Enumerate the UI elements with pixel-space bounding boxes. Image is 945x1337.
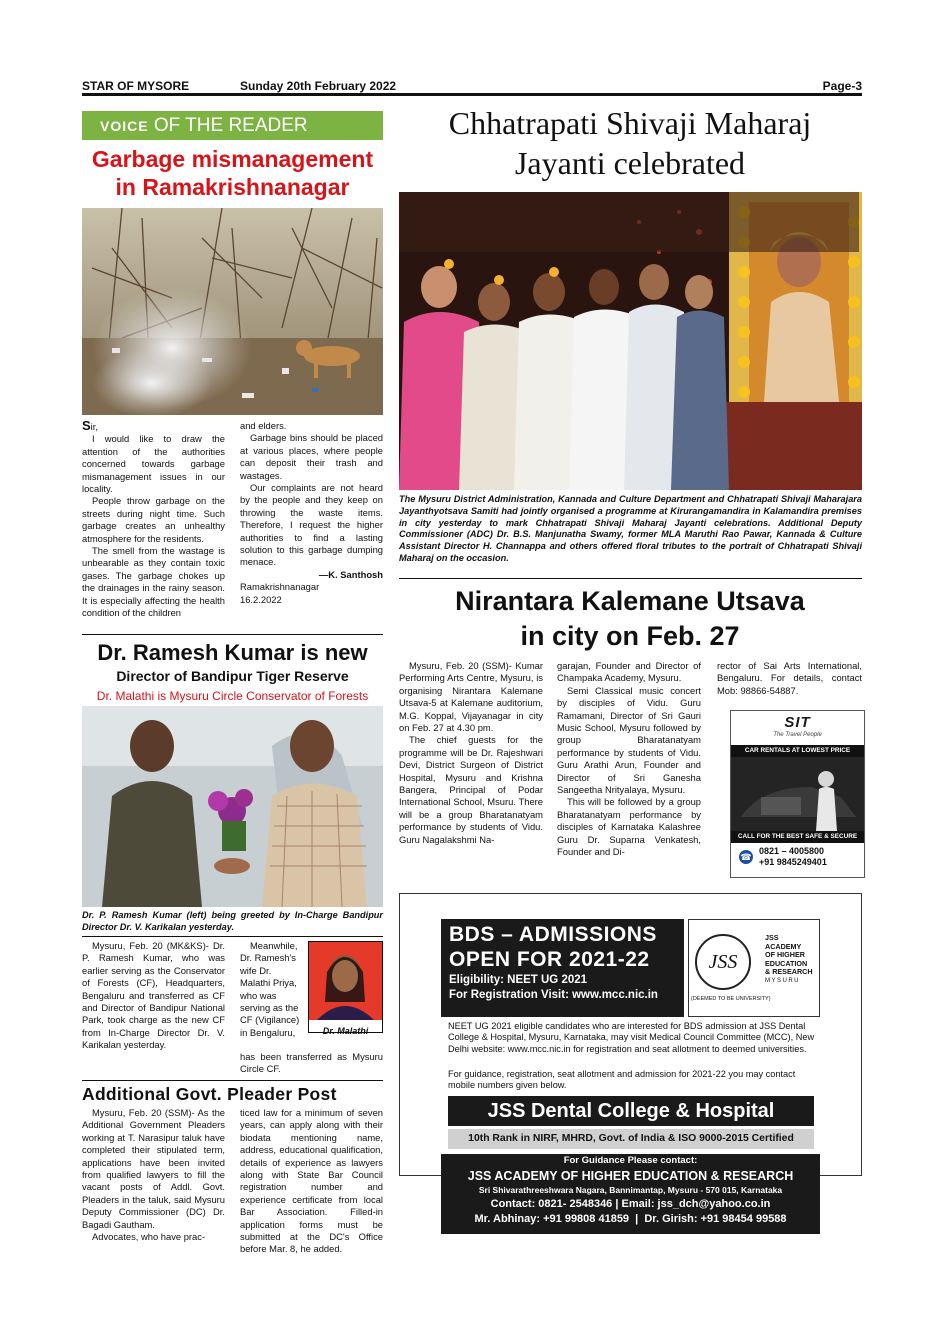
nirantara-para: This will be followed by a group Bharatanatyam performance by disciples of Karnataka Kalashree Guru Dr. Suparna Venkatesh, Founder and Di-	[557, 796, 701, 858]
jss-guidance: For Guidance Please contact:	[563, 1155, 698, 1166]
jss-college: JSS Dental College & Hospital	[448, 1096, 814, 1126]
jss-logo-text: JSS	[708, 951, 738, 973]
sit-tagline: The Travel People	[773, 732, 822, 738]
ramesh-para: Mysuru, Feb. 20 (MK&KS)- Dr. P. Ramesh Kumar, who was earlier serving as the Conservator of Forests (CF), Headquarters, Bengaluru and transferred as CF and Director of Bandipur National Park, took charge as the new CF from In-Charge Director Dr. V. Karikalan yesterday.	[82, 940, 225, 1051]
jss-title-box	[441, 919, 684, 1017]
voice-headline-line-2: in Ramakrishnanagar	[115, 174, 350, 200]
pleader-para: ticed law for a minimum of seven years, can apply along with their biodata mentioning name, address, educational qualification, details of experience as lawyers along with State Bar Council registration number and experience certificate from local Bar Association. Filled-in application forms must be submitted at the DC's Office before Mar. 8, he added.	[240, 1107, 383, 1255]
voice-place: Ramakrishnanagar	[240, 581, 320, 593]
nirantara-para: Semi Classical music concert by disciples of Vidu. Guru Ramamani, Director of Sri Gauri Music School, Mysuru followed by group Bharatanatyam performance by students of Vidu. Guru Arathi Arun, Founder and Director of Sri Ganesha Sangeetha Nrityalaya, Mysuru.	[557, 684, 701, 796]
shivaji-headline	[398, 103, 862, 183]
sit-phones	[731, 843, 864, 868]
jss-academy-block	[765, 934, 813, 986]
shivaji-headline-line-2: Jayanti celebrated	[514, 145, 746, 181]
voice-banner	[82, 111, 383, 140]
ramesh-caption: Dr. P. Ramesh Kumar (left) being greeted by In-Charge Bandipur Director Dr. V. Karikalan yesterday.	[82, 910, 383, 932]
pleader-headline: Additional Govt. Pleader Post	[82, 1084, 337, 1104]
ramesh-para: Meanwhile, Dr. Ramesh's wife Dr. Malathi Priya, who was serving as the CF (Vigilance) in Bengaluru,	[240, 940, 300, 1038]
ramesh-red-subhead: Dr. Malathi is Mysuru Circle Conservator of Forests	[96, 689, 369, 703]
jss-title-2: OPEN FOR 2021-22	[449, 948, 650, 971]
page-number: Page-3	[822, 79, 862, 93]
voice-para: People throw garbage on the streets during night time. Such garbage creates an unhealthy atmosphere for the residents.	[82, 495, 225, 544]
jss-address: Sri Shivarathreeshwara Nagara, Bannimantap, Mysuru - 570 015, Karnataka	[478, 1185, 783, 1195]
jss-people: Mr. Abhinay: +91 99808 41859 | Dr. Girish: +91 98454 99588	[474, 1213, 787, 1225]
jss-logo-sub: (DEEMED TO BE UNIVERSITY)	[691, 996, 771, 1002]
voice-para: and elders.	[240, 420, 287, 431]
nirantara-para: rector of Sai Arts International, Bengaluru. For details, contact Mob: 98866-54887.	[717, 660, 862, 696]
sit-phone-1: 0821 – 4005800	[759, 846, 825, 856]
nirantara-headline-line-2: in city on Feb. 27	[520, 621, 740, 651]
shivaji-headline-line-1: Chhatrapati Shivaji Maharaj	[448, 105, 812, 141]
divider	[82, 634, 383, 635]
voice-salutation	[82, 420, 225, 433]
jss-academy-line: & RESEARCH	[765, 967, 813, 977]
divider	[82, 936, 383, 937]
issue-date: Sunday 20th February 2022	[240, 79, 397, 93]
nirantara-headline	[398, 584, 862, 654]
voice-tag-bold: VOICE	[100, 118, 149, 134]
pleader-para: Mysuru, Feb. 20 (SSM)- As the Additional Government Pleaders working at T. Narasipur taluk have completed their stipulated term, applications have been invited from qualified lawyers to fill the vacant posts of Addl. Govt. Pleaders in the taluk, said Mysuru Deputy Commissioner (DC) Dr. Bagadi Gautham.	[82, 1107, 225, 1230]
ramesh-photo	[82, 706, 383, 907]
sit-banner-bottom: CALL FOR THE BEST SAFE & SECURE	[731, 831, 864, 843]
jss-academy-city: MYSURU	[765, 977, 801, 984]
ramesh-subhead: Director of Bandipur Tiger Reserve	[116, 668, 349, 684]
jss-academy-line: OF HIGHER	[765, 950, 805, 960]
jss-academy-name: JSS ACADEMY OF HIGHER EDUCATION & RESEARCH	[467, 1169, 794, 1183]
jss-eligibility: Eligibility: NEET UG 2021	[449, 974, 588, 986]
jss-registration: For Registration Visit: www.mcc.nic.in	[449, 989, 658, 1001]
voice-para: I would like to draw the attention of the authorities concerned towards garbage mismanagement issues in our locality.	[82, 433, 225, 495]
ramesh-para: has been transferred as Mysuru Circle CF.	[240, 1051, 383, 1075]
jss-logo-box	[688, 919, 820, 1017]
voice-column-2	[240, 420, 383, 606]
pleader-para: Advocates, who have prac-	[92, 1231, 206, 1243]
masthead	[82, 78, 862, 96]
voice-headline-line-1: Garbage mismanagement	[91, 146, 374, 172]
sit-logo: SIT	[784, 714, 811, 731]
sit-banner-top: CAR RENTALS AT LOWEST PRICE	[731, 745, 864, 757]
jss-contact: Contact: 0821- 2548346 | Email: jss_dch@yahoo.co.in	[490, 1198, 771, 1210]
malathi-photo	[308, 941, 383, 1036]
ramesh-headline: Dr. Ramesh Kumar is new	[97, 640, 368, 665]
nirantara-headline-line-1: Nirantara Kalemane Utsava	[455, 586, 805, 616]
salutation-rest: ir,	[90, 421, 98, 432]
paper-name: STAR OF MYSORE	[82, 79, 190, 93]
voice-para: Garbage bins should be placed at various places, where people can deposit their trash and wastages.	[240, 432, 383, 481]
voice-signature: —K. Santhosh	[318, 568, 383, 580]
nirantara-para: garajan, Founder and Director of Champaka Academy, Mysuru.	[557, 660, 701, 684]
malathi-caption: Dr. Malathi	[322, 1026, 369, 1036]
ramesh-column-2a	[240, 940, 304, 1039]
voice-column-1	[82, 420, 225, 620]
sit-ad-photo	[731, 757, 864, 831]
ramesh-column-1	[82, 940, 225, 1052]
jss-academy-line: JSS	[765, 933, 779, 942]
jss-academy-line: EDUCATION	[765, 958, 808, 968]
jss-rank: 10th Rank in NIRF, MHRD, Govt. of India & ISO 9000-2015 Certified	[448, 1129, 814, 1149]
ramesh-column-2b	[240, 1051, 383, 1076]
nirantara-column-2	[557, 660, 701, 859]
nirantara-column-1	[399, 660, 543, 846]
jss-academy-line: ACADEMY	[765, 941, 802, 951]
shivaji-caption: The Mysuru District Administration, Kannada and Culture Department and Chhatrapati Shivaji Maharajara Jayanthyotsava Samiti had jointly organised a programme at Kirurangamandira in Kalamandira premises in city yesterday to mark Chhatrapati Shivaji Maharaj Jayanti celebrations. Additional Deputy Commissioner (ADC) Dr. B.S. Manjunatha Swamy, former MLA Maruthi Rao Pawar, Kannada & Culture Assistant Director H. Channappa and others offered floral tributes to the portrait of Chhatrapati Shivaji Maharaj on the occasion.	[399, 494, 862, 563]
nirantara-para: The chief guests for the programme will be Dr. Rajeshwari Devi, District Surgeon of District Hospital, Mysuru and Krishna Bangera, Principal of Podar International School, Msuru. There will be a group Bharatanatyam performance by students of Vidu. Guru Nagalakshmi Na-	[399, 734, 543, 845]
voice-tag-rest: OF THE READER	[153, 115, 308, 136]
divider	[82, 1080, 383, 1081]
pleader-column-2	[240, 1107, 383, 1256]
voice-headline	[82, 145, 383, 201]
divider	[399, 578, 862, 579]
jss-body-1: NEET UG 2021 eligible candidates who are interested for BDS admission at JSS Dental College & Hospital, Mysuru, Karnataka, may visit Medical Council Committee (MCC), New Delhi website: www.mcc.nic.in for registration and seat allotment to deemed universities.	[448, 1021, 815, 1054]
sit-phone-2: +91 9845249401	[759, 857, 827, 867]
drop-cap: S	[82, 418, 91, 433]
jss-body-2: For guidance, registration, seat allotment and admission for 2021-22 you may contact mobile numbers given below.	[448, 1069, 796, 1091]
nirantara-column-3	[717, 660, 862, 697]
pleader-column-1	[82, 1107, 225, 1243]
jss-title-1: BDS – ADMISSIONS	[449, 923, 657, 946]
voice-para: Our complaints are not heard by the people and they keep on throwing the waste items. Therefore, I request the higher authorities to find a lasting solution to this garbage dumping menace.	[240, 482, 383, 568]
garbage-photo	[82, 208, 383, 415]
nirantara-para: Mysuru, Feb. 20 (SSM)- Kumar Performing Arts Centre, Mysuru, is organising Nirantara Kalemane Utsava-5 at Kalemane auditorium, M.G. Koppal, Vijayanagar in city on Feb. 27 at 4.30 pm.	[399, 660, 543, 734]
shivaji-photo	[399, 192, 862, 490]
phone-icon: ☎	[740, 852, 752, 862]
jss-contact-box	[441, 1154, 820, 1234]
voice-date: 16.2.2022	[240, 593, 282, 605]
voice-para: The smell from the wastage is unbearable as they contain toxic gases. The garbage chokes up the drainages in the rainy season. It is especially affecting the health condition of the children	[82, 545, 225, 619]
sit-ad	[730, 710, 865, 878]
jss-logo	[695, 934, 751, 990]
